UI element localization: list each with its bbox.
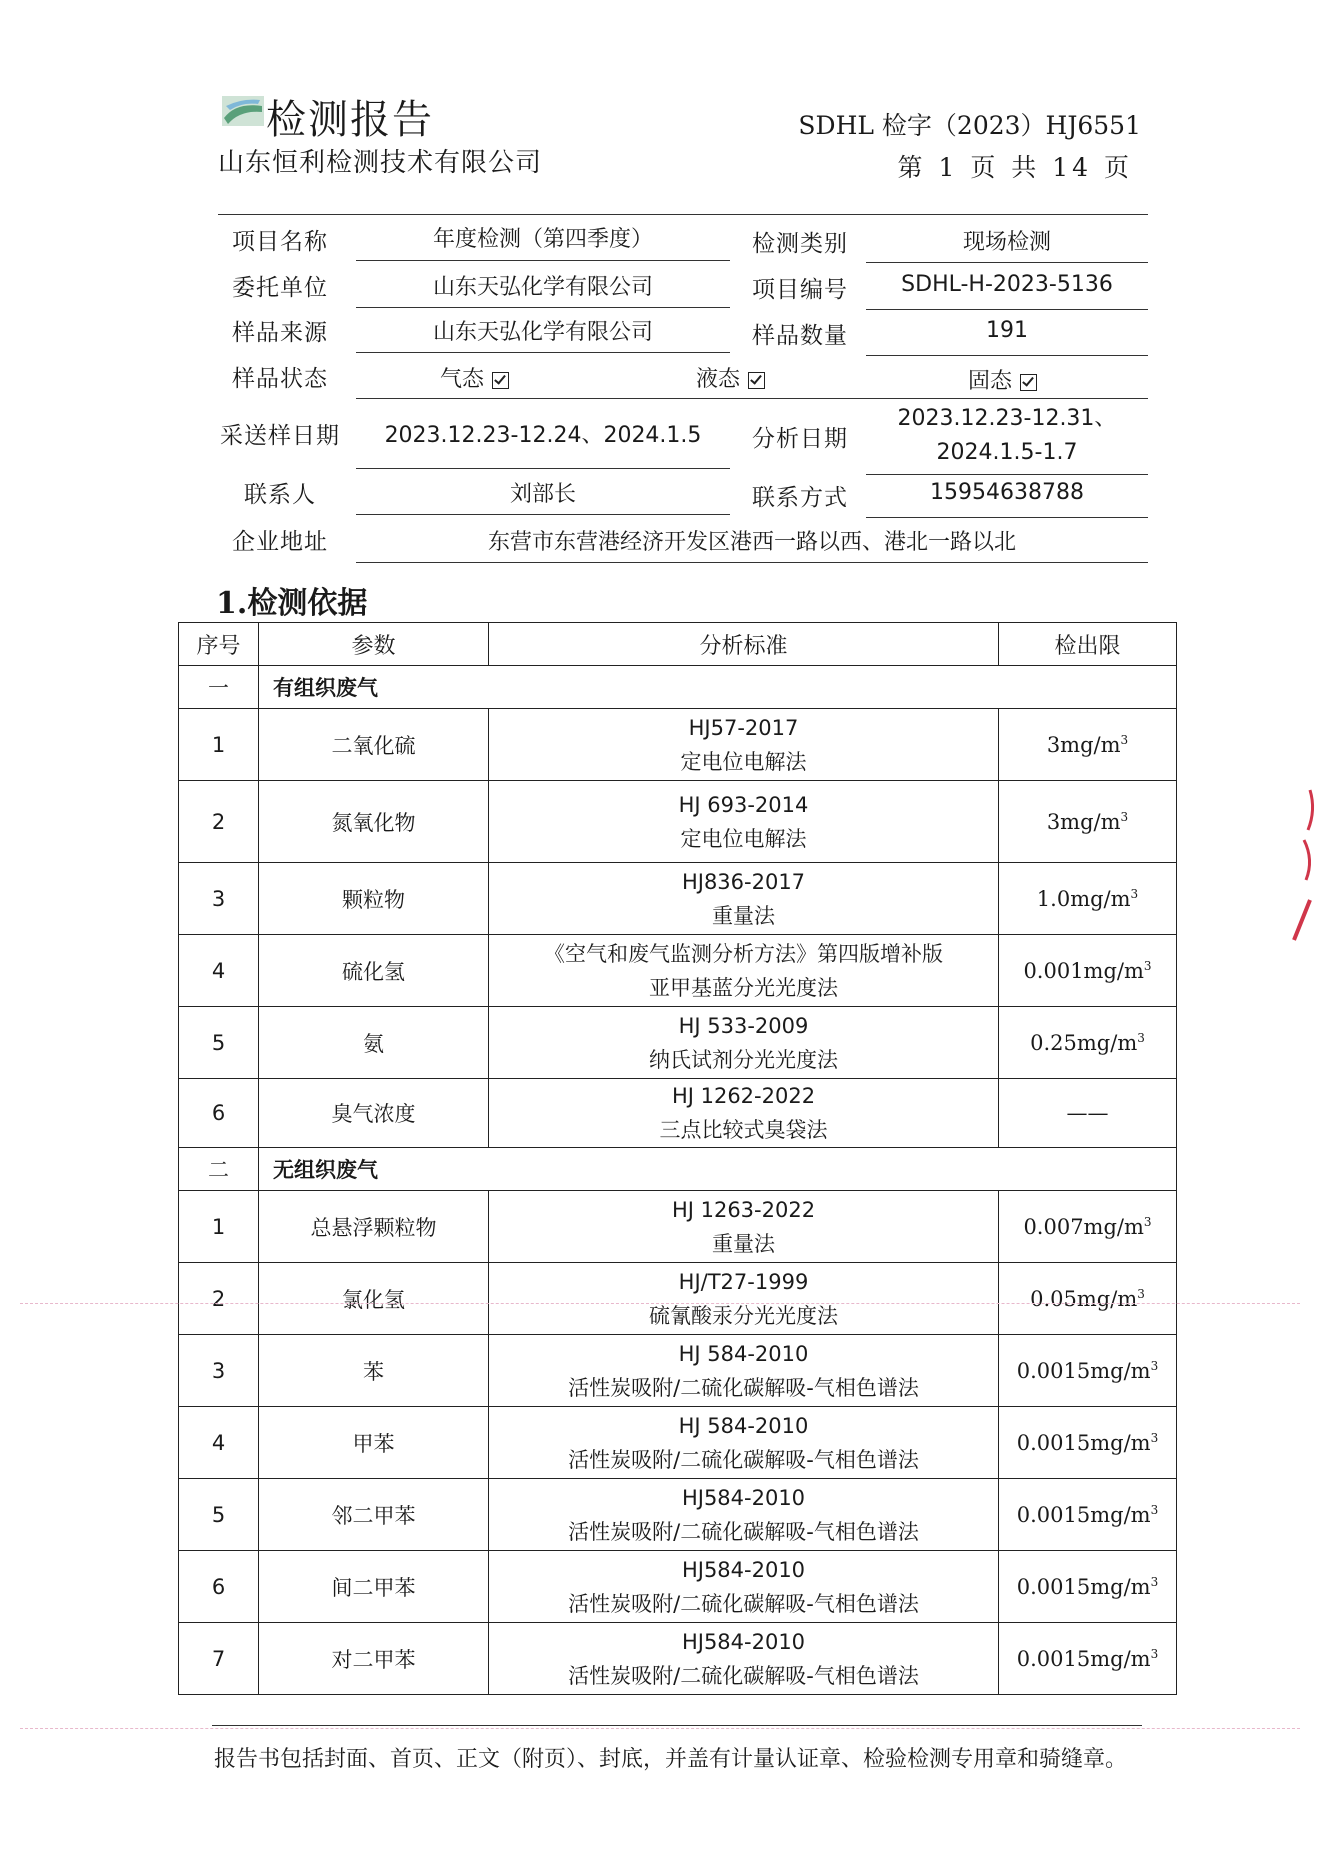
standard-code: HJ/T27-1999 [678,1269,809,1294]
table-row [179,781,1177,863]
limit-unit-exponent: 3 [1120,732,1129,747]
row-number: 3 [179,863,259,935]
row-number: 4 [179,1407,259,1479]
state-liquid [696,362,765,393]
standard-method: 重量法 [712,1231,775,1256]
client-value: 山东天弘化学有限公司 [356,270,730,308]
standard-method: 纳氏试剂分光光度法 [649,1047,838,1072]
limit-value: 0.25mg/m [1030,1030,1138,1055]
parameter-name: 颗粒物 [259,863,489,935]
standard-code: 《空气和废气监测分析方法》第四版增补版 [544,941,943,966]
standard-method: 亚甲基蓝分光光度法 [649,975,838,1000]
parameter-name: 甲苯 [259,1407,489,1479]
parameter-name: 氮氧化物 [259,781,489,863]
standard-method: 活性炭吸附/二硫化碳解吸-气相色谱法 [568,1447,919,1472]
contact-value: 刘部长 [356,477,730,515]
standard-code: HJ 533-2009 [678,1013,809,1038]
table-row [179,1551,1177,1623]
limit-unit-exponent: 3 [1150,1574,1159,1589]
analysis-standard [489,709,999,781]
group-number: 二 [179,1148,259,1191]
analysis-date-value [866,402,1148,475]
parameter-name: 间二甲苯 [259,1551,489,1623]
group-row [179,666,1177,709]
standard-method: 硫氰酸汞分光光度法 [649,1303,838,1328]
standard-code: HJ 1263-2022 [671,1197,816,1222]
state-gas [440,362,509,393]
checked-checkbox-icon [1020,374,1037,391]
parameter-name: 总悬浮颗粒物 [259,1191,489,1263]
parameter-name: 邻二甲苯 [259,1479,489,1551]
company-logo-icon [222,96,264,126]
row-number: 2 [179,781,259,863]
project-no-value: SDHL-H-2023-5136 [866,272,1148,310]
sample-source-label: 样品来源 [232,320,328,346]
analysis-date-line-1: 2023.12.23-12.31、 [897,406,1117,431]
table-row [179,1263,1177,1335]
limit-unit-exponent: 3 [1150,1502,1159,1517]
standard-code: HJ 1262-2022 [671,1084,816,1108]
state-liquid-label: 液态 [696,367,741,392]
report-number: SDHL 检字（2023）HJ6551 [798,111,1141,140]
group-name: 无组织废气 [259,1148,1177,1191]
phone-value: 15954638788 [866,480,1148,518]
standard-code: HJ 584-2010 [678,1413,809,1438]
standard-method: 活性炭吸附/二硫化碳解吸-气相色谱法 [568,1663,919,1688]
limit-unit-exponent: 3 [1143,958,1152,973]
table-row [179,1007,1177,1079]
table-header-row [179,623,1177,666]
sample-qty-value: 191 [866,318,1148,356]
table-row [179,1079,1177,1148]
address-value: 东营市东营港经济开发区港西一路以西、港北一路以北 [356,525,1148,563]
table-row [179,1479,1177,1551]
table-row [179,935,1177,1007]
limit-value: 0.0015mg/m [1016,1430,1151,1455]
state-solid [968,364,1037,395]
limit-value: 3mg/m [1046,809,1121,834]
standard-method: 定电位电解法 [680,826,807,851]
limit-unit-exponent: 3 [1150,1646,1159,1661]
header-divider [218,214,1148,215]
standard-method: 重量法 [712,903,775,928]
limit-value: 0.007mg/m [1023,1214,1144,1239]
detection-limit [999,1551,1177,1623]
contact-label: 联系人 [244,482,316,508]
seal-stamp-edge-icon [1280,780,1320,960]
analysis-standard [489,1263,999,1335]
detection-limit [999,1623,1177,1695]
client-label: 委托单位 [232,275,328,301]
limit-unit-exponent: 3 [1137,1286,1145,1301]
row-number: 2 [179,1263,259,1335]
footer-note: 报告书包括封面、首页、正文（附页）、封底，并盖有计量认证章、检验检测专用章和骑缝章。 [214,1747,1128,1772]
sampling-date-label: 采送样日期 [220,423,340,449]
sample-qty-label: 样品数量 [752,323,848,349]
limit-unit-exponent: 3 [1120,809,1129,824]
analysis-date-line-2: 2024.1.5-1.7 [936,440,1078,465]
project-name-value: 年度检测（第四季度） [356,222,730,261]
detection-limit [999,1007,1177,1079]
detection-limit [999,709,1177,781]
group-row [179,1148,1177,1191]
limit-unit-exponent: 3 [1130,886,1139,901]
row-number: 3 [179,1335,259,1407]
table-row [179,709,1177,781]
detection-limit [999,781,1177,863]
analysis-standard [489,1335,999,1407]
row-number: 6 [179,1079,259,1148]
header-param: 参数 [259,623,489,666]
standard-method: 活性炭吸附/二硫化碳解吸-气相色谱法 [568,1591,919,1616]
detection-limit [999,1479,1177,1551]
limit-value: —— [1066,1101,1109,1125]
detection-limit [999,1407,1177,1479]
sample-state-underline [356,398,1148,399]
detection-limit [999,935,1177,1007]
analysis-standard [489,1479,999,1551]
detection-limit [999,1335,1177,1407]
analysis-standard [489,935,999,1007]
standard-method: 三点比较式臭袋法 [659,1118,828,1142]
section-title: 1.检测依据 [216,586,368,621]
detection-limit [999,1191,1177,1263]
detection-limit [999,863,1177,935]
parameter-name: 臭气浓度 [259,1079,489,1148]
header-limit: 检出限 [999,623,1177,666]
limit-unit-exponent: 3 [1150,1430,1159,1445]
limit-value: 1.0mg/m [1036,886,1131,911]
standard-code: HJ584-2010 [681,1629,806,1654]
row-number: 6 [179,1551,259,1623]
limit-unit-exponent: 3 [1150,1358,1159,1373]
limit-unit-exponent: 3 [1143,1214,1152,1229]
checked-checkbox-icon [492,372,509,389]
company-name: 山东恒利检测技术有限公司 [218,148,543,178]
detection-limit [999,1079,1177,1148]
sample-source-value: 山东天弘化学有限公司 [356,315,730,353]
row-number: 4 [179,935,259,1007]
analysis-standard [489,781,999,863]
table-row [179,1191,1177,1263]
detection-limit [999,1263,1177,1335]
limit-value: 0.001mg/m [1023,958,1144,983]
analysis-standard [489,1191,999,1263]
parameter-name: 苯 [259,1335,489,1407]
parameter-name: 氨 [259,1007,489,1079]
analysis-standard [489,863,999,935]
row-number: 5 [179,1479,259,1551]
standard-code: HJ 693-2014 [678,792,809,817]
limit-value: 0.0015mg/m [1016,1502,1151,1527]
limit-value: 3mg/m [1046,732,1121,757]
limit-value: 0.0015mg/m [1016,1574,1151,1599]
header-no: 序号 [179,623,259,666]
limit-unit-exponent: 3 [1137,1030,1145,1045]
row-number: 7 [179,1623,259,1695]
analysis-standard [489,1623,999,1695]
project-name-label: 项目名称 [232,229,328,255]
footer-divider [212,1725,1142,1726]
parameter-name: 氯化氢 [259,1263,489,1335]
phone-label: 联系方式 [752,485,848,511]
sampling-date-value: 2023.12.23-12.24、2024.1.5 [356,420,730,469]
scan-line [20,1303,1300,1304]
analysis-standard [489,1407,999,1479]
analysis-standard [489,1007,999,1079]
group-number: 一 [179,666,259,709]
test-type-label: 检测类别 [752,231,848,257]
standard-code: HJ836-2017 [681,869,806,894]
state-solid-label: 固态 [968,369,1013,394]
parameter-name: 硫化氢 [259,935,489,1007]
report-title: 检测报告 [266,97,434,143]
standard-code: HJ584-2010 [681,1557,806,1582]
limit-value: 0.05mg/m [1030,1286,1138,1311]
standard-code: HJ584-2010 [681,1485,806,1510]
project-no-label: 项目编号 [752,277,848,303]
analysis-date-label: 分析日期 [752,426,848,452]
row-number: 1 [179,1191,259,1263]
row-number: 5 [179,1007,259,1079]
analysis-standard [489,1551,999,1623]
test-type-value: 现场检测 [866,225,1148,263]
table-row [179,863,1177,935]
checked-checkbox-icon [748,372,765,389]
header-standard: 分析标准 [489,623,999,666]
standard-method: 定电位电解法 [680,749,807,774]
standard-method: 活性炭吸附/二硫化碳解吸-气相色谱法 [568,1375,919,1400]
analysis-standard [489,1079,999,1148]
parameter-name: 对二甲苯 [259,1623,489,1695]
sample-state-label: 样品状态 [232,366,328,392]
standard-method: 活性炭吸附/二硫化碳解吸-气相色谱法 [568,1519,919,1544]
standard-code: HJ57-2017 [688,715,799,740]
parameter-name: 二氧化硫 [259,709,489,781]
limit-value: 0.0015mg/m [1016,1358,1151,1383]
table-row [179,1335,1177,1407]
test-basis-table [178,622,1177,1695]
group-name: 有组织废气 [259,666,1177,709]
standard-code: HJ 584-2010 [678,1341,809,1366]
table-row [179,1623,1177,1695]
table-row [179,1407,1177,1479]
page-number: 第 1 页 共 14 页 [897,153,1133,182]
scan-line [20,1728,1300,1729]
limit-value: 0.0015mg/m [1016,1646,1151,1671]
state-gas-label: 气态 [440,367,485,392]
address-label: 企业地址 [232,529,328,555]
row-number: 1 [179,709,259,781]
